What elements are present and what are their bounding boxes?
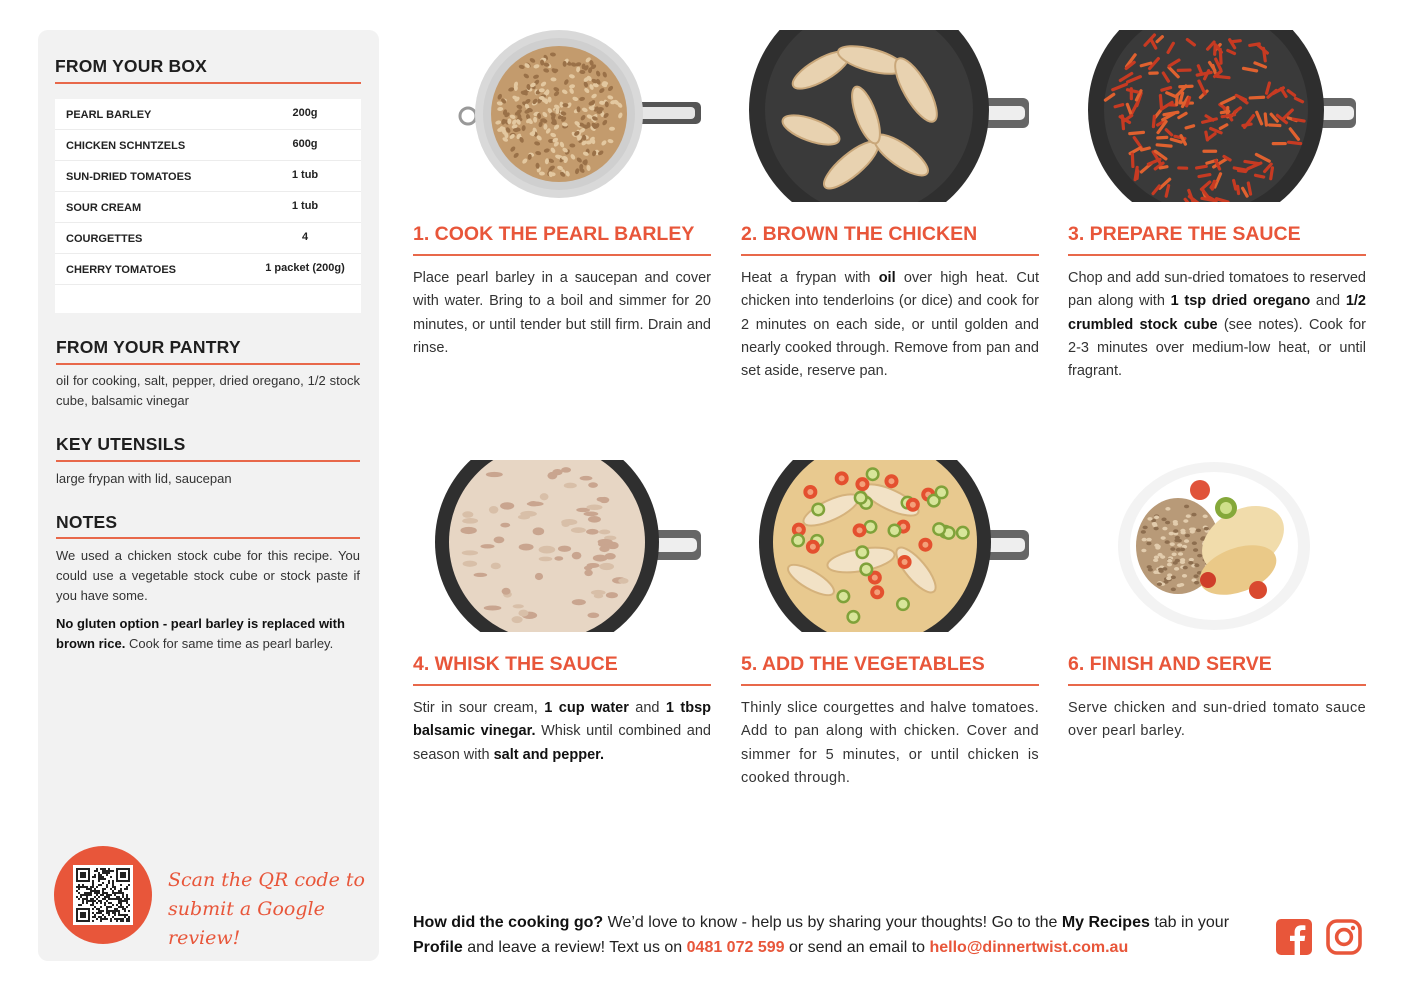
footer-text: We’d love to know - help us by sharing your thoughts! Go to the [603, 914, 1062, 931]
key-utensils-heading: KEY UTENSILS [56, 434, 186, 454]
text-segment: over high heat. Cut chicken into tenderloins (or dice) and cook for 2 minutes on each side, or until golden and nearly cooked through. Remove from pan and set aside, reserve pan. [741, 270, 1039, 380]
step-rule [1068, 684, 1366, 686]
facebook-icon[interactable] [1276, 919, 1312, 955]
sun-dried-tomatoes-frypan-photo [1068, 30, 1366, 202]
notes-heading: NOTES [56, 512, 118, 532]
table-row [55, 254, 361, 285]
footer-text: and leave a review! Text us on [462, 939, 687, 956]
ingredient-name: CHICKEN SCHNTZELS [66, 140, 186, 152]
my-recipes-link[interactable]: My Recipes [1061, 914, 1150, 931]
instagram-icon[interactable] [1326, 919, 1362, 955]
ingredient-qty: 200g [292, 107, 318, 119]
step-rule [413, 254, 711, 256]
ingredient-name: PEARL BARLEY [66, 109, 152, 121]
table-row [55, 161, 361, 192]
box-ingredients-table [55, 99, 361, 313]
vegetables-chicken-frypan-photo [741, 460, 1039, 632]
table-row [55, 192, 361, 223]
text-segment: Stir in sour cream, [413, 700, 545, 716]
table-row [55, 99, 361, 130]
email-link[interactable]: hello@dinnertwist.com.au [929, 939, 1129, 956]
heading-rule [56, 537, 360, 539]
step-text [1068, 267, 1366, 383]
step-text [1068, 697, 1366, 744]
browned-chicken-frypan-photo [741, 30, 1039, 202]
bold-text: 1/2 crumbled stock cube [1068, 293, 1366, 333]
text-segment: Place pearl barley in a saucepan and cover with water. Bring to a boil and simmer for 20 minutes, or until tender but still firm. Drain and rinse. [413, 270, 711, 356]
step-rule [1068, 254, 1366, 256]
qr-code-icon[interactable] [73, 865, 133, 925]
footer-text: tab in your [1149, 914, 1230, 931]
bold-text: 1 cup water [544, 700, 629, 716]
step-title: 2. BROWN THE CHICKEN [741, 223, 978, 245]
ingredient-name: CHERRY TOMATOES [66, 264, 177, 276]
step-text [413, 697, 711, 767]
creamy-sauce-frypan-photo [413, 460, 711, 632]
step-title: 5. ADD THE VEGETABLES [741, 653, 985, 675]
table-row [55, 223, 361, 254]
step-rule [741, 684, 1039, 686]
text-segment: Thinly slice courgettes and halve tomatoes. Add to pan along with chicken. Cover and simmer for 5 minutes, or until chicken is cooked through. [741, 700, 1039, 786]
scan-line-2: submit a Google review! [168, 898, 325, 949]
text-segment: Chop and add sun-dried tomatoes to reserved pan along with [1068, 270, 1366, 310]
bold-text: 1 tbsp balsamic vinegar. [413, 700, 712, 740]
ingredient-qty: 1 packet (200g) [265, 262, 345, 274]
scan-qr-prompt [168, 866, 379, 953]
ingredient-name: SOUR CREAM [66, 202, 142, 214]
ingredient-qty: 4 [301, 231, 309, 243]
heading-rule [56, 460, 360, 462]
bold-text: 1 tsp dried oregano [1170, 293, 1311, 310]
step-title: 4. WHISK THE SAUCE [413, 653, 618, 675]
profile-link[interactable]: Profile [413, 939, 463, 956]
gluten-note-rest: Cook for same time as pearl barley. [125, 636, 334, 651]
ingredients-sidebar [38, 30, 379, 961]
table-row [55, 130, 361, 161]
utensils-text: large frypan with lid, saucepan [56, 471, 232, 486]
from-your-box-heading: FROM YOUR BOX [55, 56, 208, 76]
text-segment: and [1310, 293, 1346, 310]
notes-text: We used a chicken stock cube for this recipe. You could use a vegetable stock cube or stock paste if you have some. [56, 548, 360, 603]
step-rule [413, 684, 711, 686]
step-text [741, 697, 1039, 790]
step-text [413, 267, 711, 360]
text-segment: Whisk until combined and season with [413, 723, 711, 763]
from-your-pantry-heading: FROM YOUR PANTRY [56, 337, 241, 357]
ingredient-name: COURGETTES [66, 233, 143, 245]
step-text [741, 267, 1039, 383]
ingredient-qty: 600g [292, 138, 318, 150]
feedback-question: How did the cooking go? [413, 914, 604, 931]
heading-rule [55, 82, 361, 84]
bold-text: salt and pepper. [493, 746, 605, 763]
bold-text: oil [878, 270, 896, 286]
gluten-note-bold: No gluten option - pearl barley is replaced with brown rice. [56, 616, 345, 651]
pearl-barley-saucepan-photo [413, 30, 711, 202]
ingredient-qty: 1 tub [291, 200, 319, 212]
text-segment: Heat a frypan with [741, 270, 879, 286]
ingredient-name: SUN-DRIED TOMATOES [66, 171, 192, 183]
pantry-text: oil for cooking, salt, pepper, dried oregano, 1/2 stock cube, balsamic vinegar [56, 373, 360, 408]
step-rule [741, 254, 1039, 256]
phone-link[interactable]: 0481 072 599 [686, 939, 785, 956]
text-segment: Serve chicken and sun-dried tomato sauce over pearl barley. [1068, 700, 1366, 740]
footer-text: or send an email to [784, 939, 930, 956]
ingredient-qty: 1 tub [291, 169, 319, 181]
qr-badge[interactable] [54, 846, 152, 944]
scan-line-1: Scan the QR code to [168, 869, 365, 891]
heading-rule [56, 363, 360, 365]
text-segment: and [628, 700, 666, 716]
step-title: 6. FINISH AND SERVE [1068, 653, 1272, 675]
step-title: 3. PREPARE THE SAUCE [1068, 223, 1301, 245]
plated-dish-photo [1068, 460, 1366, 632]
text-segment: (see notes). Cook for 2-3 minutes over medium-low heat, or until fragrant. [1068, 316, 1367, 380]
step-title: 1. COOK THE PEARL BARLEY [413, 223, 695, 245]
gluten-note [56, 614, 360, 654]
feedback-footer [413, 910, 1263, 960]
